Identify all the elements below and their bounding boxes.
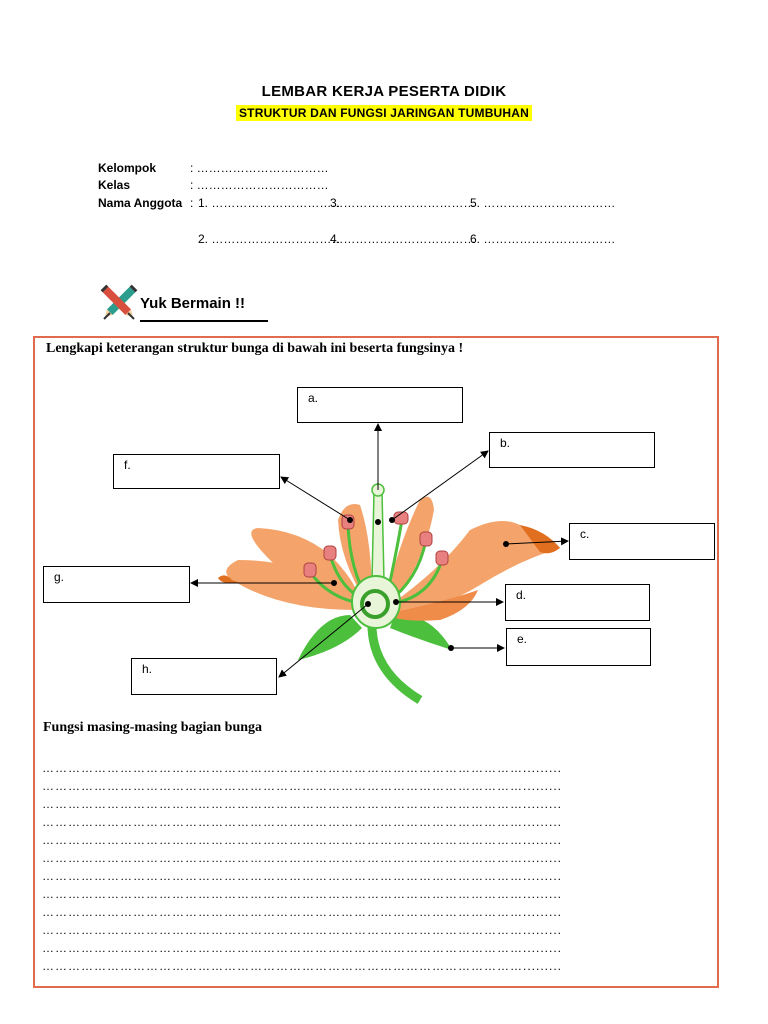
label-box-c[interactable]: c. (569, 523, 715, 560)
kelompok-field[interactable]: : …………………………… (190, 161, 329, 175)
anther-5 (420, 532, 432, 546)
kelas-field[interactable]: : …………………………… (190, 178, 329, 192)
kelompok-label: Kelompok (98, 161, 157, 175)
label-box-e[interactable]: e. (506, 628, 651, 666)
answer-line-3[interactable]: …………………………………………………………………………………………………......... (42, 798, 563, 810)
member-field-4[interactable]: 4. …………………………… (330, 232, 476, 246)
label-box-g[interactable]: g. (43, 566, 190, 603)
label-box-a[interactable]: a. (297, 387, 463, 423)
member-field-3[interactable]: 3. …………………………… (330, 196, 476, 210)
pointer-b (392, 451, 488, 520)
activity-instruction: Lengkapi keterangan struktur bunga di bawah ini beserta fungsinya ! (46, 341, 464, 356)
pistil-style (372, 492, 384, 580)
ovary (352, 576, 400, 628)
answer-line-2[interactable]: …………………………………………………………………………………………………......... (42, 780, 563, 792)
yuk-bermain-heading: Yuk Bermain !! (140, 295, 246, 312)
anther-3 (304, 563, 316, 577)
member-field-6[interactable]: 6. …………………………… (470, 232, 616, 246)
page-subtitle: STRUKTUR DAN FUNGSI JARINGAN TUMBUHAN (236, 105, 532, 121)
kelas-label: Kelas (98, 178, 131, 192)
answer-line-4[interactable]: …………………………………………………………………………………………………......... (42, 816, 563, 828)
anggota-label: Nama Anggota (98, 196, 183, 210)
answer-line-11[interactable]: …………………………………………………………………………………………………......... (42, 942, 563, 954)
anther-6 (436, 551, 448, 565)
answer-line-8[interactable]: …………………………………………………………………………………………………......... (42, 888, 563, 900)
answer-line-5[interactable]: …………………………………………………………………………………………………......... (42, 834, 563, 846)
label-box-h[interactable]: h. (131, 658, 277, 695)
answer-line-6[interactable]: …………………………………………………………………………………………………......... (42, 852, 563, 864)
label-box-d[interactable]: d. (505, 584, 650, 621)
pointer-h (279, 604, 368, 677)
member-field-5[interactable]: 5. …………………………… (470, 196, 616, 210)
pointer-f (281, 477, 350, 520)
anggota-colon: : (190, 196, 194, 210)
answer-line-1[interactable]: …………………………………………………………………………………………………......... (42, 762, 563, 774)
label-box-f[interactable]: f. (113, 454, 280, 489)
answer-line-9[interactable]: …………………………………………………………………………………………………......... (42, 906, 563, 918)
label-box-b[interactable]: b. (489, 432, 655, 468)
anther-2 (324, 546, 336, 560)
member-field-1[interactable]: 1. …………………………… (198, 196, 344, 210)
fungsi-heading: Fungsi masing-masing bagian bunga (43, 720, 263, 735)
answer-line-12[interactable]: …………………………………………………………………………………………………......... (42, 960, 563, 972)
answer-line-10[interactable]: …………………………………………………………………………………………………......... (42, 924, 563, 936)
page-title: LEMBAR KERJA PESERTA DIDIK (261, 83, 507, 100)
member-field-2[interactable]: 2. …………………………… (198, 232, 344, 246)
answer-line-7[interactable]: …………………………………………………………………………………………………......... (42, 870, 563, 882)
